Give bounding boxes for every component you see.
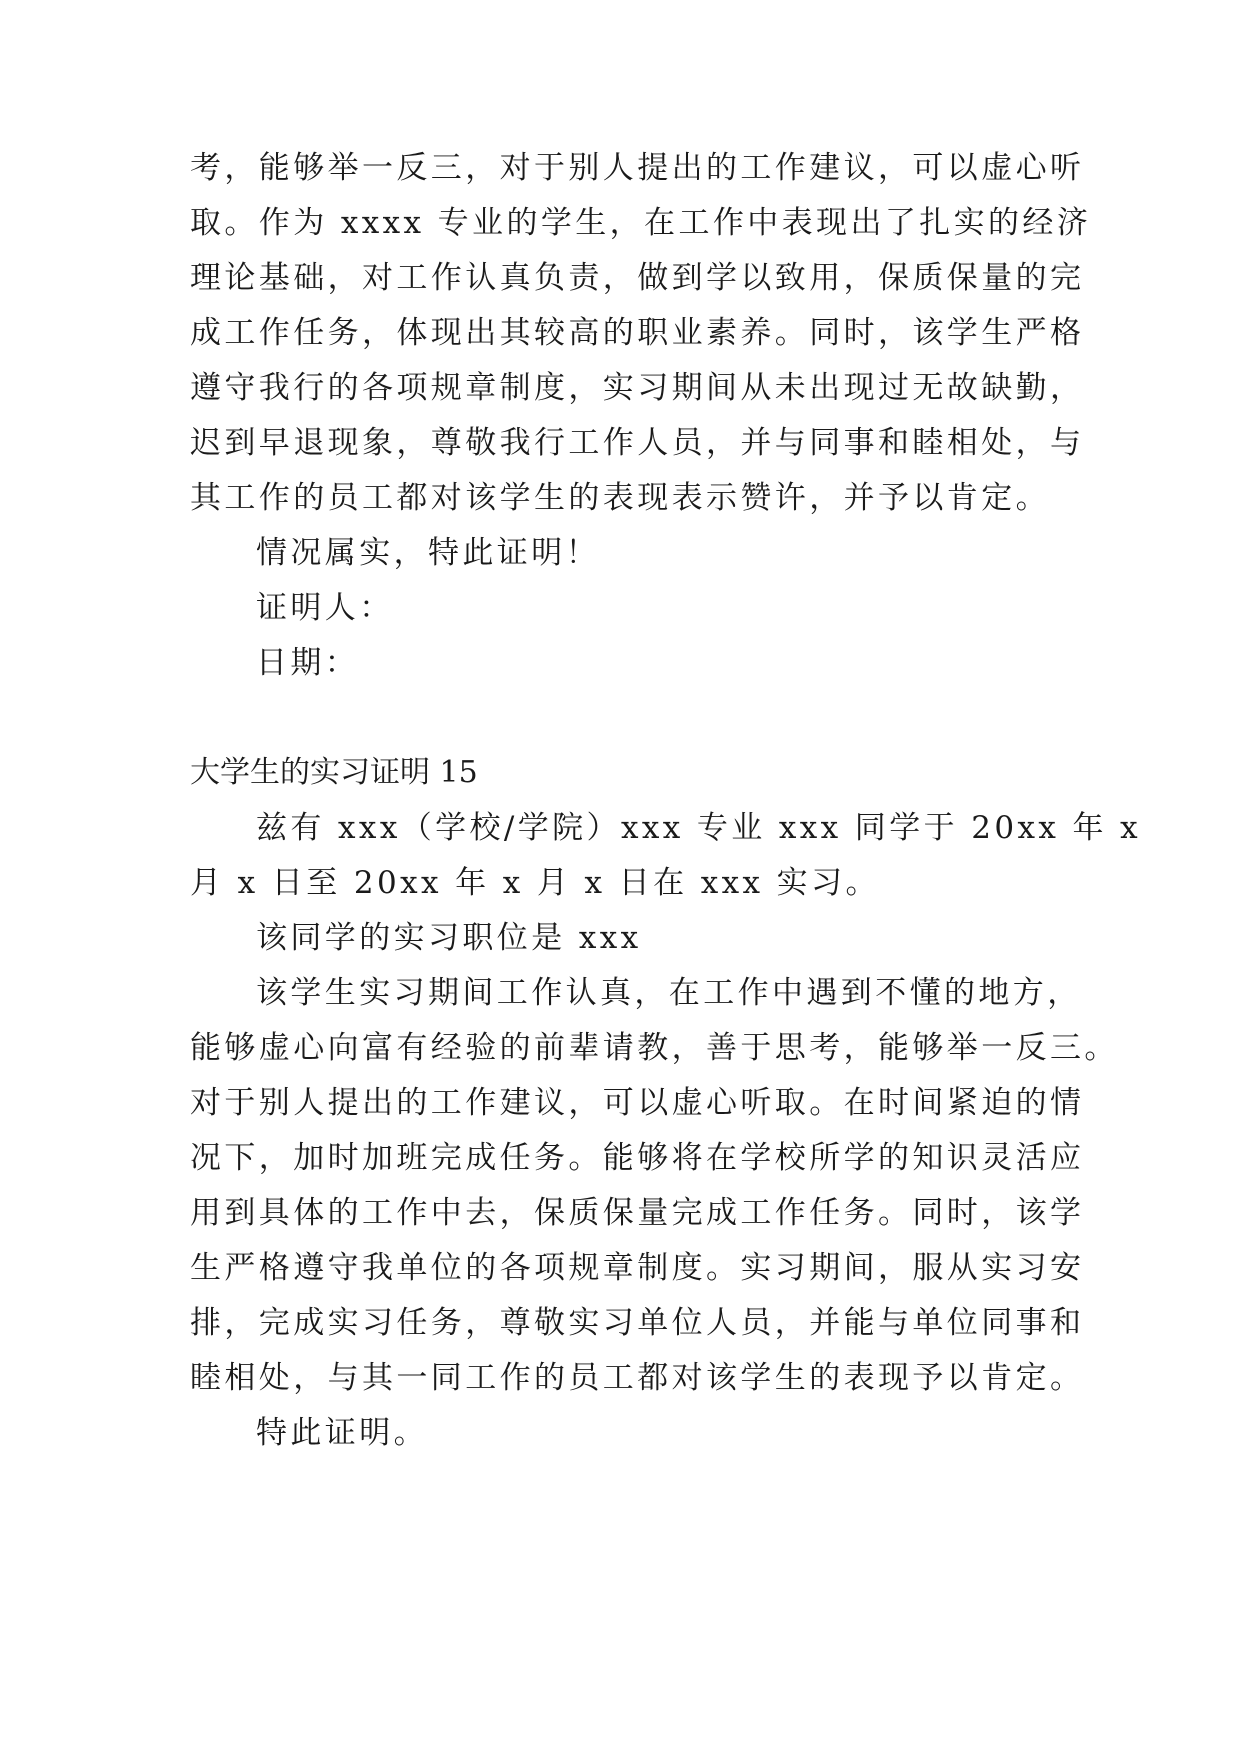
body-line: 生严格遵守我单位的各项规章制度。实习期间，服从实习安 [190, 1250, 1085, 1286]
paragraph-line: 迟到早退现象，尊敬我行工作人员，并与同事和睦相处，与 [190, 425, 1085, 461]
intro-line: 兹有 xxx（学校/学院）xxx 专业 xxx 同学于 20xx 年 x [256, 810, 1142, 846]
paragraph-line: 取。作为 xxxx 专业的学生，在工作中表现出了扎实的经济 [190, 205, 1092, 241]
body-line: 对于别人提出的工作建议，可以虚心听取。在时间紧迫的情 [190, 1085, 1085, 1121]
body-line: 睦相处，与其一同工作的员工都对该学生的表现予以肯定。 [190, 1360, 1085, 1396]
paragraph-line: 成工作任务，体现出其较高的职业素养。同时，该学生严格 [190, 315, 1085, 351]
date-label: 日期： [256, 645, 360, 681]
body-line: 用到具体的工作中去，保质保量完成工作任务。同时，该学 [190, 1195, 1085, 1231]
intro-line: 月 x 日至 20xx 年 x 月 x 日在 xxx 实习。 [190, 865, 880, 901]
position-line: 该同学的实习职位是 xxx [256, 920, 642, 956]
paragraph-line: 理论基础，对工作认真负责，做到学以致用，保质保量的完 [190, 260, 1085, 296]
closing-statement: 情况属实，特此证明！ [256, 535, 600, 571]
body-line: 该学生实习期间工作认真，在工作中遇到不懂的地方， [256, 975, 1082, 1011]
paragraph-line: 其工作的员工都对该学生的表现表示赞许，并予以肯定。 [190, 480, 1050, 516]
body-line: 况下，加时加班完成任务。能够将在学校所学的知识灵活应 [190, 1140, 1085, 1176]
signer-label: 证明人： [256, 590, 394, 626]
body-line: 能够虚心向富有经验的前辈请教，善于思考，能够举一反三。 [190, 1030, 1119, 1066]
section-title: 大学生的实习证明 15 [190, 755, 478, 790]
closing-statement: 特此证明。 [256, 1415, 428, 1451]
paragraph-line: 考，能够举一反三，对于别人提出的工作建议，可以虚心听 [190, 150, 1085, 186]
body-line: 排，完成实习任务，尊敬实习单位人员，并能与单位同事和 [190, 1305, 1085, 1341]
paragraph-line: 遵守我行的各项规章制度，实习期间从未出现过无故缺勤， [190, 370, 1085, 406]
